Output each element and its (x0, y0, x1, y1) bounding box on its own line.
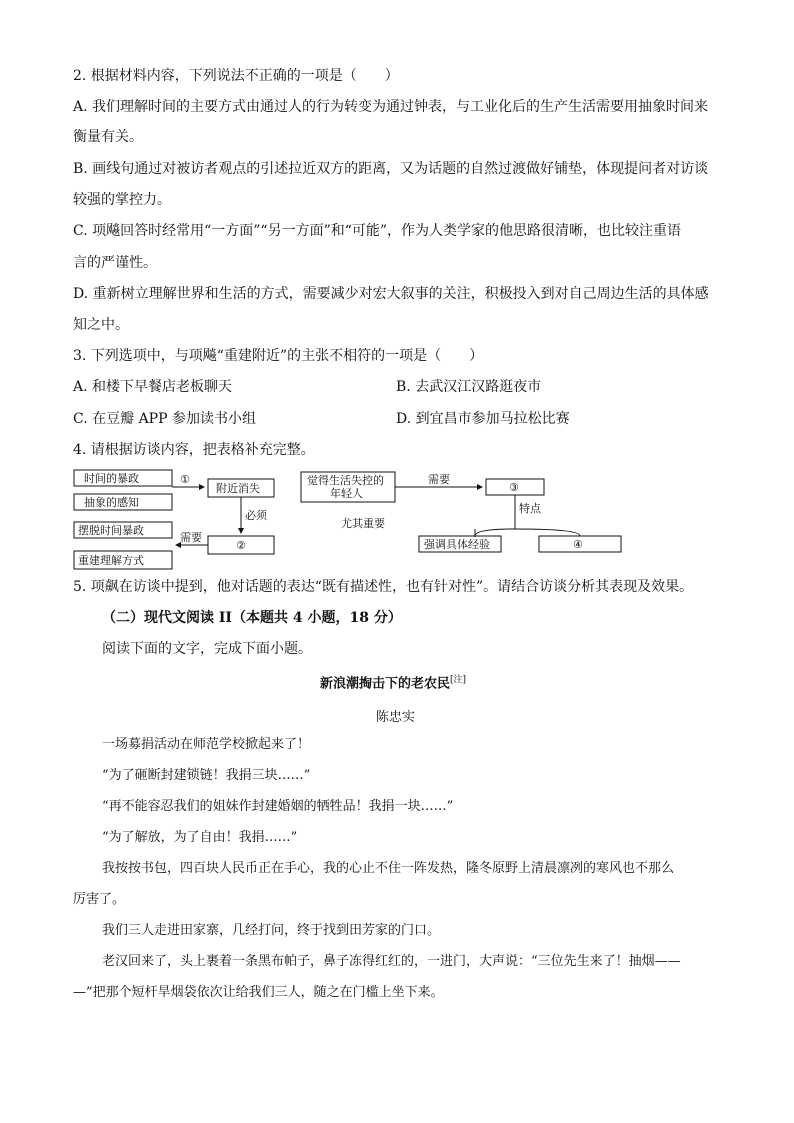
q4-stem: 4. 请根据访谈内容，把表格补充完整。 (73, 442, 315, 458)
q2-option-d-line2: 知之中。 (73, 317, 129, 333)
section-heading: （二）现代文阅读 II（本题共 4 小题，18 分） (102, 610, 402, 626)
label-feature: 特点 (519, 502, 541, 515)
q2-option-a-line1: A. 我们理解时间的主要方式由通过人的行为转变为通过钟表，与工业化后的生产生活需要用抽象时间来 (73, 99, 709, 115)
q2-option-c-line1: C. 项飚回答时经常用“一方面”“另一方面”和“可能”，作为人类学家的他思路很清晰，也比较注重语 (73, 223, 682, 239)
q3-option-a: A. 和楼下早餐店老板聊天 (73, 379, 233, 395)
story-paragraph: 厉害了。 (73, 892, 126, 907)
label-escape: 摆脱时间暴政 (78, 524, 144, 537)
story-title (320, 672, 466, 691)
q3-option-b: B. 去武汉江汉路逛夜市 (396, 379, 542, 395)
label-nearby-gone: 附近消失 (216, 482, 260, 495)
q3-option-c: C. 在豆瓣 APP 参加读书小组 (73, 411, 256, 427)
label-time-tyranny: 时间的暴政 (84, 472, 139, 485)
story-title-text: 新浪潮掏击下的老农民 (320, 676, 451, 692)
story-paragraph: 我们三人走进田家寨，几经打问，终于找到田芳家的门口。 (102, 923, 441, 938)
section-instruction: 阅读下面的文字，完成下面小题。 (102, 641, 312, 657)
label-young-2: 年轻人 (330, 487, 363, 500)
mark-3: ③ (509, 481, 519, 494)
story-paragraph: 老汉回来了，头上裹着一条黑布帕子，鼻子冻得红红的，一进门，大声说：“三位先生来了！抽烟—— (102, 954, 681, 969)
q2-option-d-line1: D. 重新树立理解世界和生活的方式，需要减少对宏大叙事的关注，积极投入到对自己周边生活的具体感 (73, 286, 709, 302)
mark-2: ② (236, 539, 246, 552)
q2-stem: 2. 根据材料内容，下列说法不正确的一项是（ ） (73, 68, 399, 84)
story-paragraph: “为了砸断封建锁链！我捐三块……” (102, 768, 311, 783)
q5-stem: 5. 项飙在访谈中提到，他对话题的表达“既有描述性，也有针对性”。请结合访谈分析其表现及效果。 (73, 579, 694, 595)
story-paragraph: —”把那个短杆旱烟袋依次让给我们三人，随之在门槛上坐下来。 (73, 985, 444, 1000)
label-young-1: 觉得生活失控的 (307, 474, 384, 487)
story-title-note: [注] (450, 675, 467, 685)
q3-stem: 3. 下列选项中，与项飚“重建附近”的主张不相符的一项是（ ） (73, 348, 484, 364)
label-emphasize: 强调具体经验 (424, 538, 490, 551)
story-paragraph: 我按按书包，四百块人民币正在手心，我的心止不住一阵发热，隆冬原野上清晨凛冽的寒风也不那么 (102, 861, 675, 876)
story-paragraph: “为了解放，为了自由！我捐……” (102, 830, 298, 845)
label-abstract: 抽象的感知 (84, 496, 139, 509)
label-need-right: 需要 (428, 473, 450, 486)
story-paragraph: 一场募捐活动在师范学校掀起来了！ (102, 737, 311, 752)
label-rebuild: 重建理解方式 (78, 554, 144, 567)
mark-4: ④ (573, 538, 583, 551)
q2-option-b-line1: B. 画线句通过对被访者观点的引述拉近双方的距离，又为话题的自然过渡做好铺垫，体现提问者对访谈 (73, 161, 709, 177)
q4-diagram (0, 465, 794, 575)
story-author: 陈忠实 (376, 710, 416, 725)
q3-option-d: D. 到宜昌市参加马拉松比赛 (396, 411, 570, 427)
label-need-left: 需要 (180, 531, 202, 544)
label-especially: 尤其重要 (341, 517, 385, 530)
story-paragraph: “再不能容忍我们的姐妹作封建婚姻的牺牲品！我捐一块……” (102, 799, 454, 814)
q2-option-c-line2: 言的严谨性。 (73, 255, 157, 271)
q2-option-b-line2: 较强的掌控力。 (73, 192, 171, 208)
mark-1: ① (180, 473, 190, 486)
label-must: 必须 (245, 509, 267, 522)
q2-option-a-line2: 衡量有关。 (73, 129, 143, 145)
